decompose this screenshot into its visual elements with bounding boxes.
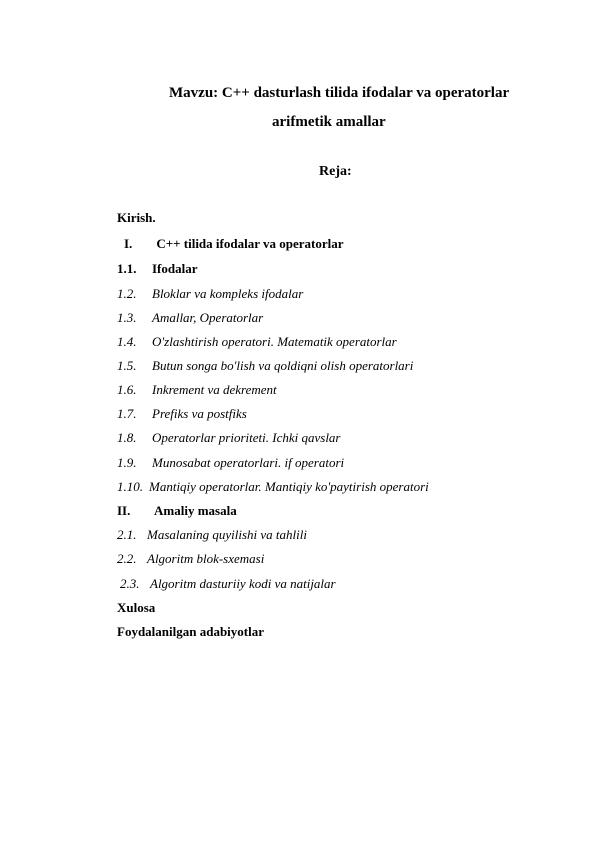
toc-item: [117, 479, 429, 495]
toc-item-number: 1.5.: [117, 358, 137, 373]
toc-section-1-title: C++ tilida ifodalar va operatorlar: [156, 236, 344, 251]
toc-item-text: O'zlashtirish operatori. Matematik operatorlar: [152, 334, 397, 349]
toc-item-text: Ifodalar: [152, 261, 198, 276]
toc-item-number: 1.8.: [117, 430, 137, 445]
toc-section-1: [124, 236, 343, 252]
toc-references: Foydalanilgan adabiyotlar: [117, 624, 264, 639]
toc-item-number: 1.1.: [117, 261, 137, 276]
toc-item-number: 1.9.: [117, 455, 137, 470]
toc-item-text: Bloklar va kompleks ifodalar: [152, 286, 304, 301]
plan-heading: Reja:: [319, 164, 352, 179]
toc-conclusion: Xulosa: [117, 600, 156, 615]
toc-item-text: Amallar, Operatorlar: [152, 310, 264, 325]
toc-intro: Kirish.: [117, 210, 156, 225]
toc-item-text: Butun songa bo'lish va qoldiqni olish operatorlari: [152, 358, 414, 373]
toc-item: [117, 358, 413, 374]
toc-item-text: Munosabat operatorlari. if operatori: [152, 455, 345, 470]
toc-item-number: 1.2.: [117, 286, 137, 301]
toc-item-text: Algoritm blok-sxemasi: [147, 551, 265, 566]
toc-item-number: 1.6.: [117, 382, 137, 397]
toc-item-number: 1.7.: [117, 406, 137, 421]
toc-item-text: Masalaning quyilishi va tahlili: [147, 527, 307, 542]
toc-item: [117, 310, 263, 326]
toc-item-number: 2.2.: [117, 551, 137, 566]
toc-section-1-number: I.: [124, 236, 133, 251]
document-title-line-2: arifmetik amallar: [272, 114, 386, 130]
toc-item-text: Algoritm dasturiiy kodi va natijalar: [150, 576, 336, 591]
toc-item-text: Inkrement va dekrement: [152, 382, 277, 397]
toc-item: [117, 286, 303, 302]
toc-section-2-title: Amaliy masala: [154, 503, 237, 518]
toc-item-number: 2.1.: [117, 527, 137, 542]
toc-item: [117, 430, 341, 446]
toc-item-number: 2.3.: [120, 576, 140, 591]
toc-item: [117, 334, 397, 350]
toc-item: [120, 576, 336, 592]
toc-item: [117, 455, 344, 471]
toc-item: [117, 527, 307, 543]
document-title-line-1: Mavzu: C++ dasturlash tilida ifodalar va operatorlar: [169, 85, 510, 101]
toc-item-number: 1.3.: [117, 310, 137, 325]
toc-item: [117, 382, 277, 398]
toc-item: [117, 261, 198, 277]
toc-item-text: Operatorlar prioriteti. Ichki qavslar: [152, 430, 341, 445]
toc-item-number: 1.10.: [117, 479, 143, 494]
toc-item: [117, 551, 264, 567]
toc-item-text: Prefiks va postfiks: [152, 406, 247, 421]
toc-section-2-number: II.: [117, 503, 131, 518]
toc-item: [117, 406, 247, 422]
toc-item-text: Mantiqiy operatorlar. Mantiqiy ko'paytirish operatori: [149, 479, 429, 494]
toc-section-2: [117, 503, 237, 519]
toc-item-number: 1.4.: [117, 334, 137, 349]
